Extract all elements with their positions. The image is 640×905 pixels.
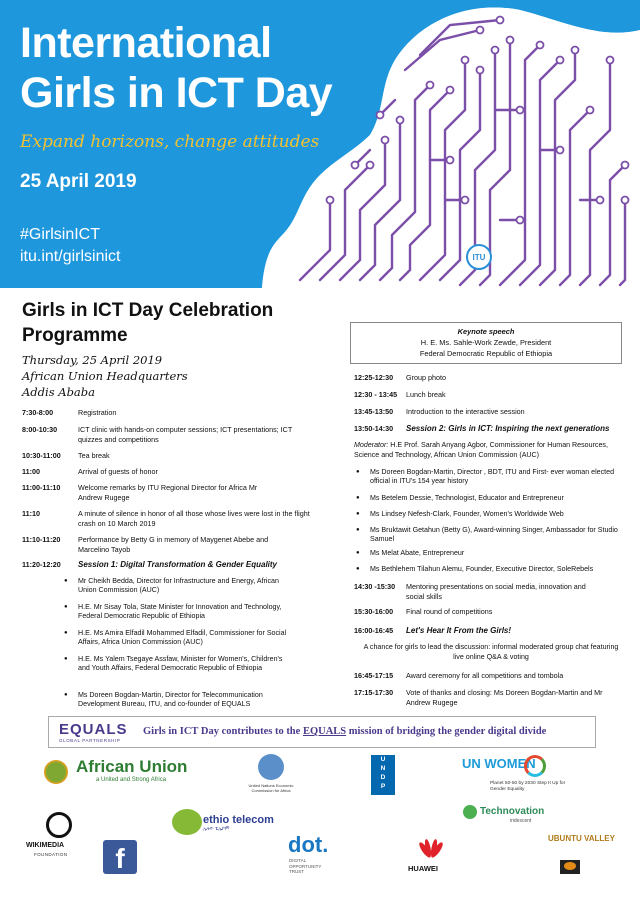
girls-session-title: Let's Hear It From the Girls! xyxy=(406,626,512,635)
equals-text-before: Girls in ICT Day contributes to the xyxy=(143,726,303,737)
schedule-desc: Performance by Betty G in memory of Maygenet Abebe and Marcelino Tayob xyxy=(78,535,269,554)
schedule-time: 11:10 xyxy=(22,509,40,518)
schedule-desc: Welcome remarks by ITU Regional Director for Africa Mr Andrew Rugege xyxy=(78,483,258,502)
keynote-label: Keynote speech xyxy=(457,327,515,336)
schedule-desc: Vote of thanks and closing: Ms Doreen Bogdan-Martin and Mr Andrew Rugege xyxy=(406,688,603,707)
moderator-line xyxy=(354,441,624,460)
equals-logo-sub: GLOBAL PARTNERSHIP xyxy=(59,738,121,743)
schedule-desc: Final round of competitions xyxy=(406,607,493,616)
african-union-emblem-icon xyxy=(44,760,68,784)
dot-sub-line: DIGITAL xyxy=(289,858,307,863)
huawei-logo: HUAWEI xyxy=(408,864,438,873)
session-2-speaker: ● Ms Bruktawit Getahun (Betty G), Award-winning Singer, Ambassador for Studio Samuel xyxy=(370,526,624,545)
schedule-desc: Registration xyxy=(78,408,117,417)
equals-text-after: mission of bridging the gender digital divide xyxy=(346,726,547,737)
un-women-tagline: Planet 50-50 by 2030 Step It Up for Gender Equality xyxy=(490,781,566,792)
moderator-name: H.E Prof. Sarah Anyang Agbor, Commissioner for Human Resources, Science and Technology, African Union Commission (AUC) xyxy=(354,441,608,459)
programme-title-line-1: Girls in ICT Day Celebration xyxy=(22,300,274,321)
un-women-logo: UN WOMEN xyxy=(462,756,536,771)
schedule-time: 11:00 xyxy=(22,467,40,476)
session-1-speaker: ● H.E. Ms Yalem Tsegaye Assfaw, Minister for Women's, Children's and Youth Affairs, Federal Democratic Republic of Ethiopia xyxy=(78,655,290,674)
schedule-time: 11:10-11:20 xyxy=(22,535,61,544)
technovation-logo: Technovation xyxy=(480,806,545,817)
programme-title xyxy=(22,298,273,348)
ethio-telecom-icon xyxy=(172,809,202,835)
schedule-time: 12:30 - 13:45 xyxy=(354,390,398,399)
facebook-logo-icon: f xyxy=(103,840,137,874)
session-2-speaker: ● Ms Bethlehem Tilahun Alemu, Founder, Executive Director, SoleRebels xyxy=(370,565,624,574)
african-union-tagline: a United and Strong Africa xyxy=(96,777,167,783)
keynote-org: Federal Democratic Republic of Ethiopia xyxy=(419,349,553,358)
schedule-desc: Group photo xyxy=(406,373,446,382)
moderator-label: Moderator: xyxy=(354,441,389,449)
schedule-time: 10:30-11:00 xyxy=(22,451,61,460)
schedule-time: 7:30-8:00 xyxy=(22,408,54,417)
wikimedia-logo: WIKIMEDIA xyxy=(26,842,65,849)
undp-letter: N xyxy=(380,765,386,772)
equals-link[interactable]: EQUALS xyxy=(302,726,347,737)
dot-sub-line: TRUST xyxy=(289,869,304,874)
wikimedia-sub: FOUNDATION xyxy=(34,852,68,857)
ethio-telecom-amharic: ኢትዮ ቴሌኮም xyxy=(203,826,230,832)
schedule-time: 17:15-17:30 xyxy=(354,688,394,697)
session-1-speaker: ● Ms Doreen Bogdan-Martin, Director for Telecommunication Development Bureau, ITU, and co-founder of EQUALS xyxy=(78,691,290,710)
schedule-desc: Arrival of guests of honor xyxy=(78,467,158,476)
schedule-time: 11:20-12:20 xyxy=(22,560,61,569)
schedule-time: 16:45-17:15 xyxy=(354,671,394,680)
wikimedia-icon xyxy=(46,812,72,838)
session-1-title: Session 1: Digital Transformation & Gender Equality xyxy=(78,560,278,569)
tagline: Expand horizons, change attitudes xyxy=(20,132,320,152)
schedule-desc: Award ceremony for all competitions and tombola xyxy=(406,671,564,680)
undp-logo xyxy=(371,755,395,795)
technovation-sub: iridescent xyxy=(510,818,532,824)
session-2-speaker: ● Ms Lindsey Nefesh-Clark, Founder, Women's Worldwide Web xyxy=(370,510,624,519)
schedule-time: 15:30-16:00 xyxy=(354,607,394,616)
equals-message xyxy=(143,726,546,737)
equals-logo: EQUALS xyxy=(59,721,128,738)
schedule-time: 13:50-14:30 xyxy=(354,424,394,433)
session-1-speaker: ● Mr Cheikh Bedda, Director for Infrastructure and Energy, African Union Commission (AUC) xyxy=(78,577,290,596)
programme-details xyxy=(22,352,188,400)
dot-sub xyxy=(289,858,321,875)
programme-venue: African Union Headquarters xyxy=(22,369,188,383)
session-2-speaker: ● Ms Melat Abate, Entrepreneur xyxy=(370,549,624,558)
schedule-time: 8:00-10:30 xyxy=(22,425,58,434)
un-emblem-icon xyxy=(258,754,284,780)
event-date: 25 April 2019 xyxy=(20,171,137,192)
keynote-box xyxy=(350,322,622,364)
sdg-wheel-icon xyxy=(524,755,546,777)
session-1-speaker: ● H.E. Ms Amira Elfadil Mohammed Elfadil, Commissioner for Social Affairs, Africa Union Commission (AUC) xyxy=(78,629,290,648)
programme-date: Thursday, 25 April 2019 xyxy=(22,353,163,367)
ethio-telecom-logo: ethio telecom xyxy=(203,814,274,826)
title-line-2: Girls in ICT Day xyxy=(20,69,333,117)
schedule-desc: Introduction to the interactive session xyxy=(406,407,525,416)
event-url[interactable]: itu.int/girlsinict xyxy=(20,248,121,265)
schedule-desc: A minute of silence in honor of all those whose lives were lost in the flight crash on 10 March 2019 xyxy=(78,509,310,528)
schedule-time: 11:00-11:10 xyxy=(22,483,61,492)
schedule-desc: Tea break xyxy=(78,451,110,460)
undp-letter: P xyxy=(380,783,386,790)
session-1-speaker: ● H.E. Mr Sisay Tola, State Minister for Innovation and Technology, Federal Democratic Republic of Ethiopia xyxy=(78,603,290,622)
dot-sub-line: OPPORTUNITY xyxy=(289,863,322,869)
dot-logo: dot. xyxy=(288,832,329,857)
schedule-desc: Mentoring presentations on social media, innovation and social skills xyxy=(406,582,586,601)
session-2-speaker: ● Ms Doreen Bogdan-Martin, Director , BDT, ITU and First- ever woman elected official in ITU's 154 year history xyxy=(370,468,624,487)
equals-banner xyxy=(48,716,596,748)
schedule-time: 14:30 -15:30 xyxy=(354,582,396,591)
ubuntu-valley-icon xyxy=(560,860,580,874)
huawei-flower-icon xyxy=(417,838,445,860)
undp-letter: U xyxy=(380,756,386,763)
title-line-1: International xyxy=(20,19,272,67)
keynote-speaker: H. E. Ms. Sahle-Work Zewde, President xyxy=(420,338,552,347)
schedule-desc: ICT clinic with hands-on computer sessions; ICT presentations; ICT quizzes and competitions xyxy=(78,425,293,444)
itu-logo-icon: ITU xyxy=(466,244,492,270)
ubuntu-valley-logo: UBUNTU VALLEY xyxy=(548,834,615,843)
undp-letter: D xyxy=(380,774,386,781)
schedule-time: 12:25-12:30 xyxy=(354,373,394,382)
schedule-time: 16:00-16:45 xyxy=(354,626,394,635)
programme-city: Addis Ababa xyxy=(22,385,96,399)
poster-header xyxy=(0,0,640,288)
girls-session-note: A chance for girls to lead the discussion: informal moderated group chat featuring live online Q&A & voting xyxy=(363,643,619,661)
programme-title-line-2: Programme xyxy=(22,325,128,346)
session-2-title: Session 2: Girls in ICT: Inspiring the next generations xyxy=(406,424,610,433)
technovation-icon xyxy=(463,805,477,819)
hashtag: #GirlsinICT xyxy=(20,226,101,243)
schedule-time: 13:45-13:50 xyxy=(354,407,394,416)
schedule-desc: Lunch break xyxy=(406,390,446,399)
poster-title xyxy=(20,18,332,118)
session-2-speaker: ● Ms Betelem Dessie, Technologist, Educator and Entrepreneur xyxy=(370,494,624,503)
uneca-logo: United Nations Economic Commission for Africa xyxy=(248,783,294,793)
african-union-logo: African Union xyxy=(76,757,188,776)
